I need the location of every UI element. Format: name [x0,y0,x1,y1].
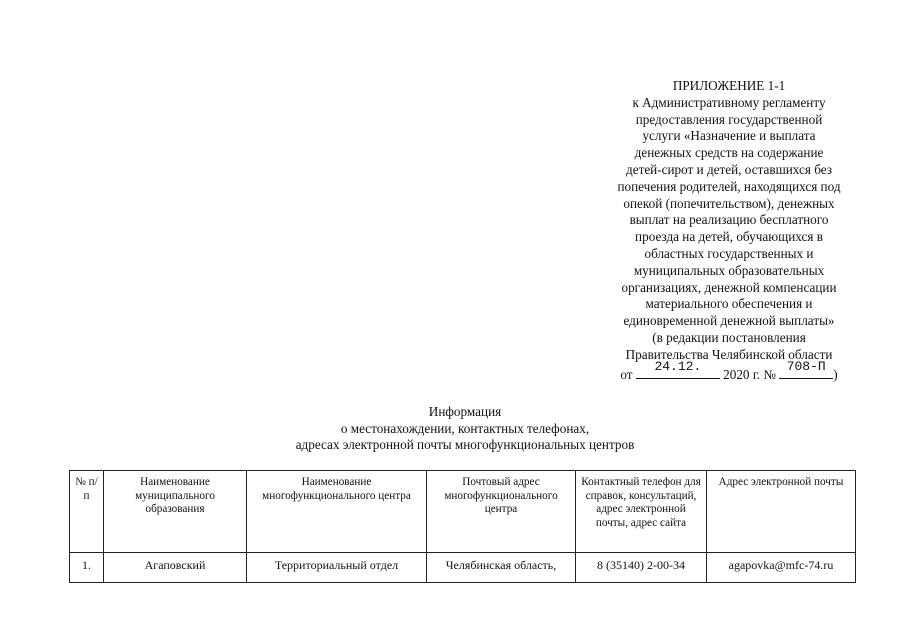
header-cell-email: Адрес электронной почты [707,471,856,553]
table-row [70,553,856,583]
info-subtitle: адресах электронной почты многофункциональных центров [295,437,635,453]
resolution-date-line [598,358,860,384]
info-subtitle: о местонахождении, контактных телефонах, [340,420,590,436]
appendix-line: организациях, денежной компенсации [621,279,837,295]
appendix-line: материального обеспечения и [645,296,813,312]
appendix-header [598,78,860,383]
appendix-line: областных государственных и [644,245,814,261]
header-cell-number: № п/п [70,471,104,553]
mfc-table [69,470,856,583]
appendix-line: попечения родителей, находящихся под [617,178,841,194]
date-prefix: от [620,366,633,382]
info-title: Информация [428,404,502,419]
appendix-line: услуги «Назначение и выплата [642,128,816,144]
header-cell-center-name: Наименование многофункционального центра [247,471,427,553]
close-paren: ) [833,366,838,382]
header-cell-municipality: Наименование муниципального образования [104,471,247,553]
cell-number: 1. [70,553,104,583]
date-blank [636,358,720,379]
appendix-line: денежных средств на содержание [634,145,824,161]
year-number-label: 2020 г. № [723,366,776,382]
appendix-line: единовременной денежной выплаты» [623,313,835,329]
cell-postal-address: Челябинская область, [427,553,576,583]
appendix-line: Правительства Челябинской области [625,346,833,362]
handwritten-number: 708-П [786,358,826,374]
appendix-line: опекой (попечительством), денежных [623,195,835,211]
appendix-line: (в редакции постановления [652,329,806,345]
appendix-line: детей-сирот и детей, оставшихся без [626,161,832,177]
appendix-line: выплат на реализацию бесплатного [629,212,829,228]
header-cell-postal-address: Почтовый адрес многофункционального центра [427,471,576,553]
cell-contact-phone: 8 (35140) 2-00-34 [576,553,707,583]
appendix-line: к Административному регламенту [632,94,826,110]
header-cell-contact-phone: Контактный телефон для справок, консультаций, адрес электронной почты, адрес сайта [576,471,707,553]
table-header-row [70,471,856,553]
appendix-line: муниципальных образовательных [633,262,825,278]
appendix-line: проезда на детей, обучающихся в [635,229,823,245]
appendix-line: предоставления государственной [635,111,823,127]
number-blank [779,358,833,379]
appendix-title: ПРИЛОЖЕНИЕ 1-1 [672,78,786,93]
cell-email: agapovka@mfc-74.ru [707,553,856,583]
cell-center-name: Территориальный отдел [247,553,427,583]
cell-municipality: Агаповский [104,553,247,583]
info-heading [230,404,700,454]
handwritten-date: 24.12. [654,358,702,374]
